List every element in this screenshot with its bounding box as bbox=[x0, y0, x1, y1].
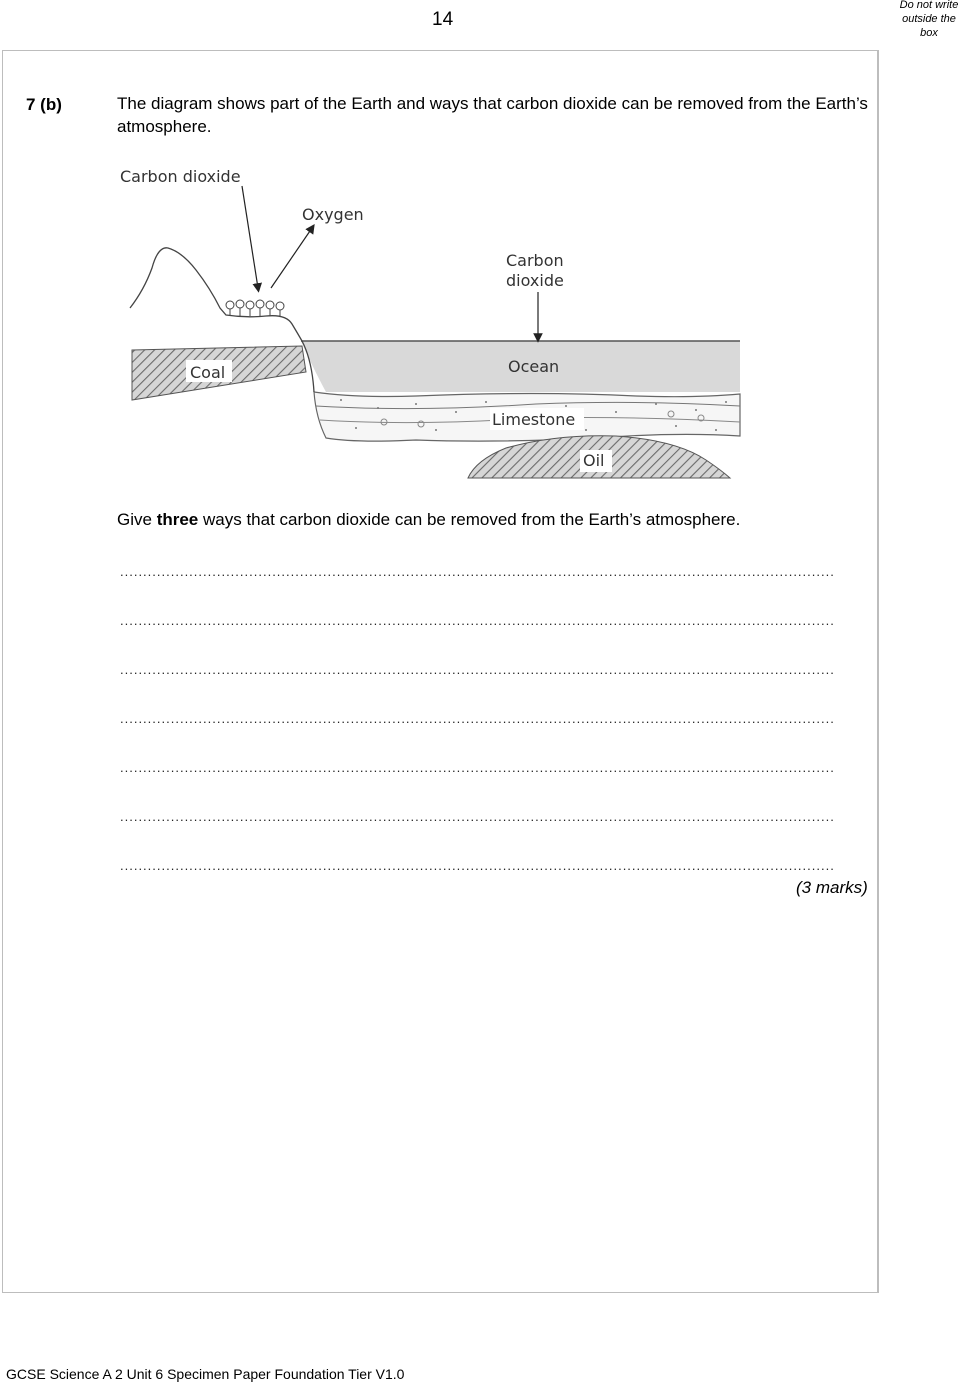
answer-line-3[interactable]: ........................................................................................................................................................... bbox=[120, 662, 835, 677]
oxygen-from-trees-arrow bbox=[271, 228, 312, 288]
prompt-start: Give bbox=[117, 510, 157, 529]
trees bbox=[226, 300, 284, 317]
label-ocean: Ocean bbox=[508, 357, 560, 376]
margin-rule bbox=[878, 50, 879, 1293]
co2-to-trees-arrow bbox=[242, 186, 258, 288]
answer-line-6[interactable]: ........................................................................................................................................................... bbox=[120, 809, 835, 824]
page-number: 14 bbox=[432, 9, 454, 30]
answer-line-4[interactable]: ........................................................................................................................................................... bbox=[120, 711, 835, 726]
margin-note bbox=[893, 0, 960, 40]
question-number: 7 (b) bbox=[26, 95, 62, 114]
answer-line-7[interactable]: ........................................................................................................................................................... bbox=[120, 858, 835, 873]
footer-text: GCSE Science A 2 Unit 6 Specimen Paper Foundation Tier V1.0 bbox=[6, 1366, 405, 1382]
marks-allocation: (3 marks) bbox=[796, 878, 868, 897]
label-carbon-dioxide-top: Carbon dioxide bbox=[120, 167, 241, 186]
label-carbon-dioxide-ocean-1: Carbon bbox=[506, 251, 564, 270]
answer-line-2[interactable]: ........................................................................................................................................................... bbox=[120, 613, 835, 628]
prompt-emphasis: three bbox=[156, 510, 199, 529]
answer-line-1[interactable]: ........................................................................................................................................................... bbox=[120, 564, 835, 579]
label-limestone: Limestone bbox=[492, 410, 576, 429]
label-carbon-dioxide-ocean-2: dioxide bbox=[506, 271, 564, 290]
label-oxygen: Oxygen bbox=[302, 205, 364, 224]
question-intro: The diagram shows part of the Earth and ways that carbon dioxide can be removed from the Earth’s atmosphere. bbox=[117, 94, 868, 136]
answer-line-5[interactable]: ........................................................................................................................................................... bbox=[120, 760, 835, 775]
margin-note-line-1: Do not write bbox=[899, 0, 959, 11]
earth-carbon-diagram bbox=[116, 160, 746, 480]
prompt-end: ways that carbon dioxide can be removed from the Earth’s atmosphere. bbox=[198, 510, 741, 529]
label-coal: Coal bbox=[190, 363, 226, 382]
question-prompt bbox=[117, 510, 740, 530]
label-oil: Oil bbox=[583, 451, 605, 470]
margin-note-line-3: box bbox=[920, 27, 938, 39]
margin-note-line-2: outside the bbox=[902, 13, 956, 25]
